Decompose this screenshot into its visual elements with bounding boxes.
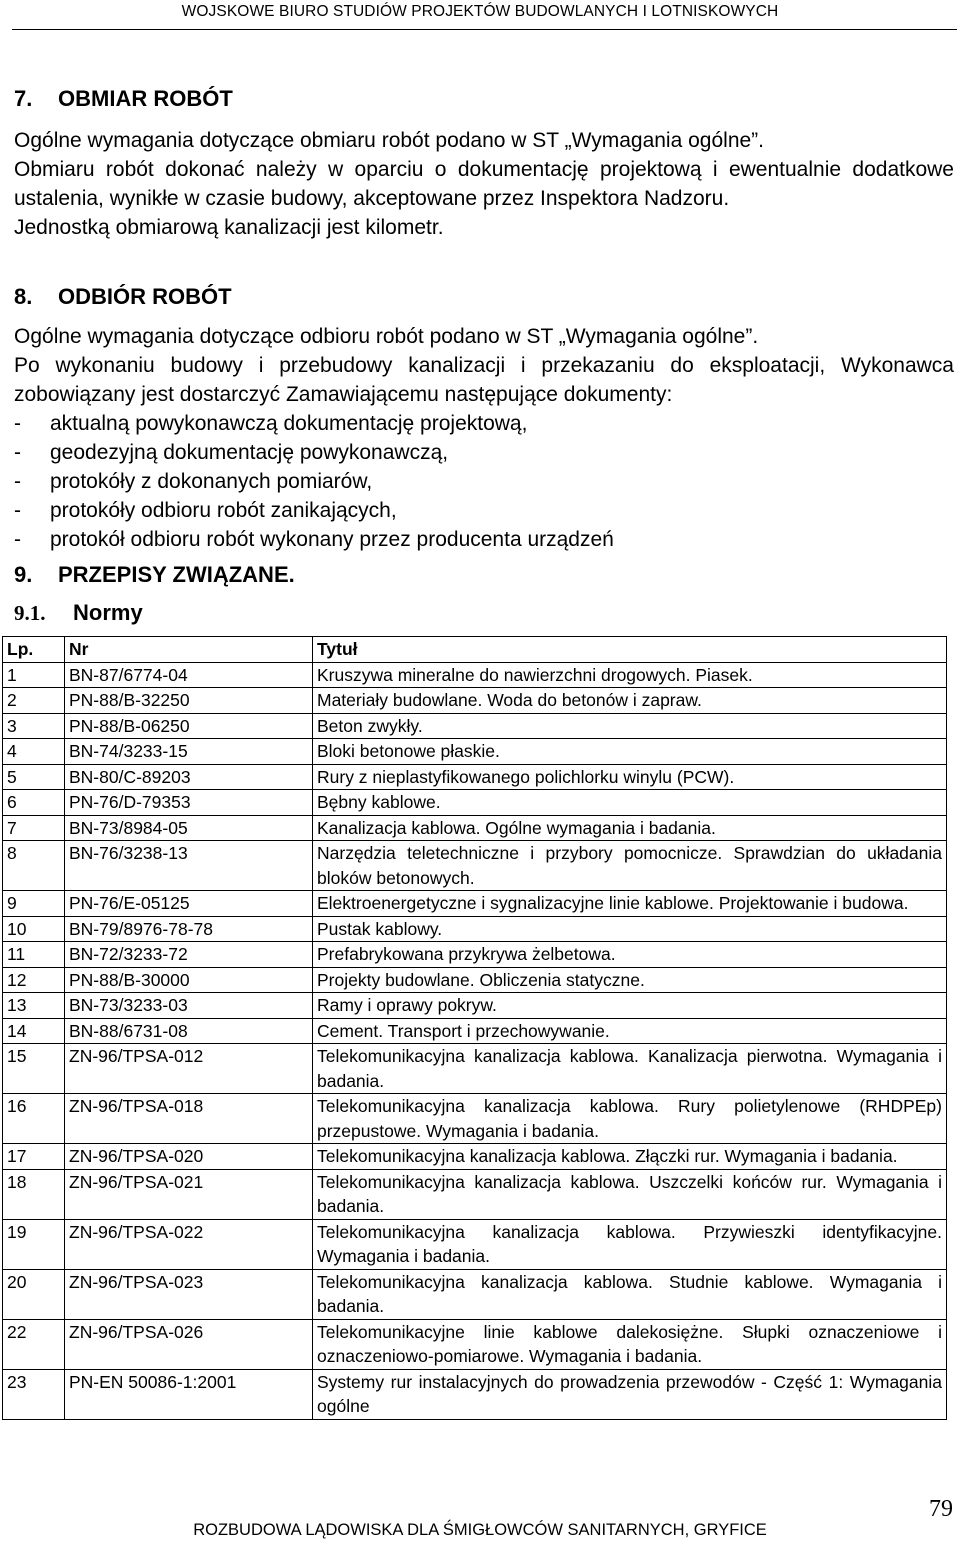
cell-tytul: Ramy i oprawy pokryw. [313,993,947,1019]
column-header-nr: Nr [65,637,313,663]
table-row [3,739,947,765]
cell-lp: 8 [3,841,65,891]
cell-nr: ZN-96/TPSA-021 [65,1169,313,1219]
list-item: - aktualną powykonawczą dokumentację projektową, [14,412,528,435]
cell-tytul: Kruszywa mineralne do nawierzchni drogowych. Piasek. [313,662,947,688]
cell-tytul: Telekomunikacyjna kanalizacja kablowa. Złączki rur. Wymagania i badania. [313,1144,947,1170]
cell-lp: 12 [3,967,65,993]
cell-nr: BN-72/3233-72 [65,942,313,968]
list-item: - protokół odbioru robót wykonany przez producenta urządzeń [14,528,614,551]
page-header: WOJSKOWE BIURO STUDIÓW PROJEKTÓW BUDOWLANYCH I LOTNISKOWYCH [181,3,779,20]
table-row [3,1094,947,1144]
cell-nr: ZN-96/TPSA-018 [65,1094,313,1144]
list-item: - protokóły z dokonanych pomiarów, [14,470,373,493]
cell-lp: 14 [3,1018,65,1044]
section-7-line-2: Obmiaru robót dokonać należy w oparciu o dokumentację projektową i ewentualnie dodatkowe ustalenia, wynikłe w czasie budowy, akceptowane przez Inspektora Nadzoru. [14,158,954,210]
table-row [3,1369,947,1419]
cell-tytul: Pustak kablowy. [313,916,947,942]
table-row [3,1219,947,1269]
cell-nr: PN-76/E-05125 [65,891,313,917]
cell-nr: PN-88/B-32250 [65,688,313,714]
cell-tytul: Kanalizacja kablowa. Ogólne wymagania i badania. [313,815,947,841]
cell-tytul: Beton zwykły. [313,713,947,739]
section-7-line-3: Jednostką obmiarową kanalizacji jest kilometr. [14,216,444,239]
table-row [3,790,947,816]
page-footer: ROZBUDOWA LĄDOWISKA DLA ŚMIGŁOWCÓW SANITARNYCH, GRYFICE [193,1521,767,1539]
norms-table-body [3,662,947,1419]
table-row [3,1018,947,1044]
cell-lp: 19 [3,1219,65,1269]
cell-lp: 6 [3,790,65,816]
cell-lp: 2 [3,688,65,714]
table-row [3,1044,947,1094]
cell-tytul: Telekomunikacyjna kanalizacja kablowa. Uszczelki końców rur. Wymagania i badania. [313,1169,947,1219]
cell-lp: 16 [3,1094,65,1144]
section-9-heading [14,558,954,592]
cell-tytul: Telekomunikacyjna kanalizacja kablowa. Kanalizacja pierwotna. Wymagania i badania. [313,1044,947,1094]
cell-lp: 1 [3,662,65,688]
section-9-1-number: 9.1. [14,601,46,625]
section-9-1-title: Normy [73,600,143,625]
cell-tytul: Bloki betonowe płaskie. [313,739,947,765]
cell-nr: BN-74/3233-15 [65,739,313,765]
cell-tytul: Projekty budowlane. Obliczenia statyczne. [313,967,947,993]
cell-lp: 23 [3,1369,65,1419]
document-body [7,82,954,1420]
cell-tytul: Rury z nieplastyfikowanego polichlorku winylu (PCW). [313,764,947,790]
norms-table [2,636,947,1420]
table-row [3,942,947,968]
cell-nr: ZN-96/TPSA-022 [65,1219,313,1269]
section-9-title: PRZEPISY ZWIĄZANE. [58,562,295,587]
section-9-1-heading [14,596,954,630]
cell-lp: 20 [3,1269,65,1319]
table-row [3,891,947,917]
section-9-number: 9. [14,562,33,587]
cell-nr: ZN-96/TPSA-023 [65,1269,313,1319]
cell-nr: PN-EN 50086-1:2001 [65,1369,313,1419]
table-row [3,1269,947,1319]
list-item: - geodezyjną dokumentację powykonawczą, [14,441,449,464]
section-8-document-list [14,409,954,554]
cell-tytul: Materiały budowlane. Woda do betonów i zapraw. [313,688,947,714]
section-8-heading [14,280,954,314]
section-7-heading [14,82,954,116]
cell-nr: PN-76/D-79353 [65,790,313,816]
table-row [3,916,947,942]
table-row [3,815,947,841]
cell-tytul: Telekomunikacyjna kanalizacja kablowa. Rury polietylenowe (RHDPEp) przepustowe. Wymagania i badania. [313,1094,947,1144]
cell-lp: 9 [3,891,65,917]
cell-lp: 11 [3,942,65,968]
cell-lp: 17 [3,1144,65,1170]
cell-lp: 7 [3,815,65,841]
table-row [3,713,947,739]
list-item: - protokóły odbioru robót zanikających, [14,499,397,522]
cell-lp: 4 [3,739,65,765]
cell-nr: BN-87/6774-04 [65,662,313,688]
section-8-line-1: Ogólne wymagania dotyczące odbioru robót podano w ST „Wymagania ogólne”. [14,325,759,348]
cell-nr: BN-76/3238-13 [65,841,313,891]
table-row [3,1169,947,1219]
table-row [3,841,947,891]
page-number: 79 [929,1496,953,1522]
cell-nr: ZN-96/TPSA-026 [65,1319,313,1369]
section-8-line-2: Po wykonaniu budowy i przebudowy kanalizacji i przekazaniu do eksploatacji, Wykonawca zobowiązany jest dostarczyć Zamawiającemu następujące dokumenty: [14,354,954,406]
cell-lp: 18 [3,1169,65,1219]
cell-tytul: Elektroenergetyczne i sygnalizacyjne linie kablowe. Projektowanie i budowa. [313,891,947,917]
cell-nr: PN-88/B-30000 [65,967,313,993]
cell-lp: 3 [3,713,65,739]
table-header-row [3,637,947,663]
table-row [3,764,947,790]
cell-tytul: Cement. Transport i przechowywanie. [313,1018,947,1044]
table-row [3,688,947,714]
section-7-number: 7. [14,86,33,111]
column-header-tytul: Tytuł [313,637,947,663]
cell-lp: 22 [3,1319,65,1369]
table-row [3,967,947,993]
cell-lp: 13 [3,993,65,1019]
cell-nr: ZN-96/TPSA-020 [65,1144,313,1170]
cell-lp: 15 [3,1044,65,1094]
section-7-line-1: Ogólne wymagania dotyczące obmiaru robót podano w ST „Wymagania ogólne”. [14,129,765,152]
table-row [3,1319,947,1369]
column-header-lp: Lp. [3,637,65,663]
cell-tytul: Bębny kablowe. [313,790,947,816]
cell-lp: 5 [3,764,65,790]
cell-tytul: Systemy rur instalacyjnych do prowadzenia przewodów - Część 1: Wymagania ogólne [313,1369,947,1419]
cell-nr: BN-79/8976-78-78 [65,916,313,942]
cell-tytul: Telekomunikacyjna kanalizacja kablowa. Przywieszki identyfikacyjne. Wymagania i badania. [313,1219,947,1269]
cell-tytul: Narzędzia teletechniczne i przybory pomocnicze. Sprawdzian do układania bloków betonowych. [313,841,947,891]
cell-nr: BN-73/3233-03 [65,993,313,1019]
cell-nr: BN-73/8984-05 [65,815,313,841]
header-rule [12,29,957,30]
section-7-title: OBMIAR ROBÓT [58,86,233,111]
cell-tytul: Telekomunikacyjna kanalizacja kablowa. Studnie kablowe. Wymagania i badania. [313,1269,947,1319]
cell-nr: BN-80/C-89203 [65,764,313,790]
table-row [3,993,947,1019]
cell-tytul: Prefabrykowana przykrywa żelbetowa. [313,942,947,968]
cell-tytul: Telekomunikacyjne linie kablowe dalekosiężne. Słupki oznaczeniowe i oznaczeniowo-pomiarowe. Wymagania i badania. [313,1319,947,1369]
table-row [3,662,947,688]
cell-lp: 10 [3,916,65,942]
table-row [3,1144,947,1170]
section-8-title: ODBIÓR ROBÓT [58,284,232,309]
section-8-number: 8. [14,284,33,309]
cell-nr: ZN-96/TPSA-012 [65,1044,313,1094]
cell-nr: BN-88/6731-08 [65,1018,313,1044]
cell-nr: PN-88/B-06250 [65,713,313,739]
